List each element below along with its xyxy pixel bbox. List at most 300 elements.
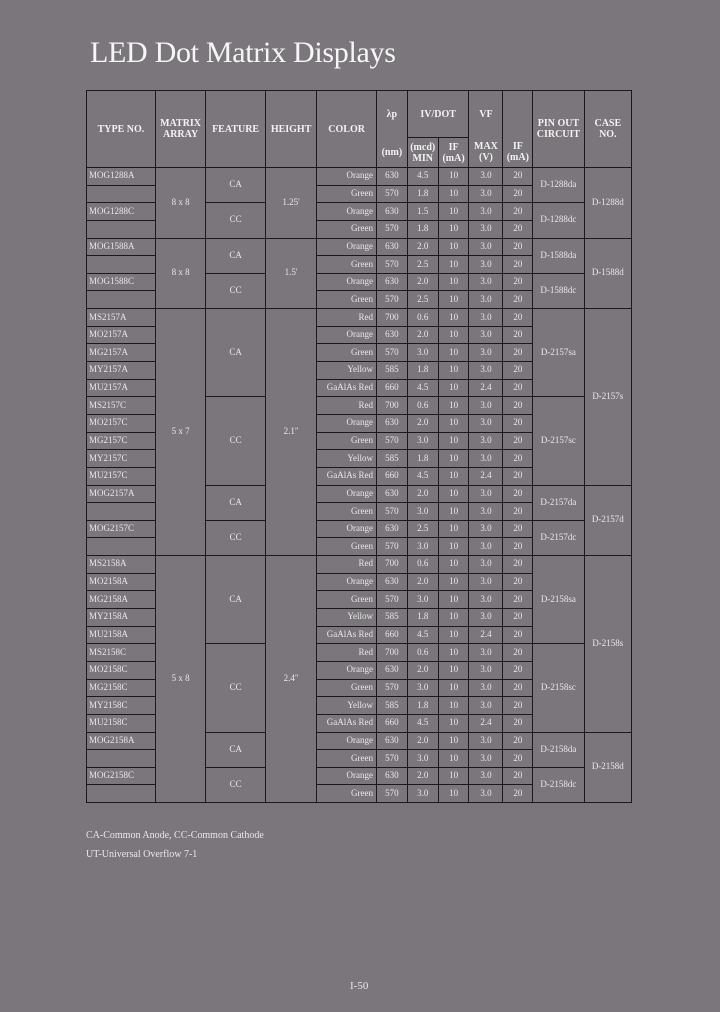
if-test-cell: 10 — [438, 256, 469, 274]
if-max-cell: 20 — [503, 679, 533, 697]
vf-max-cell: 3.0 — [469, 309, 503, 327]
header-vf: VF — [469, 91, 503, 138]
if-test-cell: 10 — [438, 785, 469, 803]
pin-out-circuit-cell: D-2157sc — [533, 397, 584, 485]
iv-min-cell: 0.6 — [407, 644, 438, 662]
if-max-cell: 20 — [503, 344, 533, 362]
vf-max-cell: 3.0 — [469, 203, 503, 221]
iv-min-cell: 2.0 — [407, 273, 438, 291]
iv-min-cell: 4.5 — [407, 467, 438, 485]
header-if-upper — [503, 91, 533, 138]
vf-max-cell: 2.4 — [469, 626, 503, 644]
vf-max-cell: 3.0 — [469, 344, 503, 362]
if-test-cell: 10 — [438, 485, 469, 503]
type-no-cell: MY2158C — [87, 697, 156, 715]
if-max-cell: 20 — [503, 767, 533, 785]
if-test-cell: 10 — [438, 220, 469, 238]
if-test-cell: 10 — [438, 679, 469, 697]
wavelength-cell: 700 — [376, 309, 407, 327]
feature-cell: CC — [206, 203, 266, 238]
case-no-cell: D-2158d — [584, 732, 631, 803]
if-max-cell: 20 — [503, 573, 533, 591]
wavelength-cell: 630 — [376, 273, 407, 291]
iv-min-cell: 2.5 — [407, 520, 438, 538]
header-type-no: TYPE NO. — [87, 91, 156, 168]
wavelength-cell: 570 — [376, 220, 407, 238]
feature-cell: CC — [206, 273, 266, 308]
type-no-cell — [87, 291, 156, 309]
type-no-cell: MU2158A — [87, 626, 156, 644]
if-max-cell: 20 — [503, 273, 533, 291]
vf-max-cell: 3.0 — [469, 238, 503, 256]
iv-min-cell: 2.0 — [407, 414, 438, 432]
header-height: HEIGHT — [265, 91, 316, 168]
header-pin-out-circuit: PIN OUT CIRCUIT — [533, 91, 584, 168]
iv-min-cell: 3.0 — [407, 679, 438, 697]
led-spec-table — [86, 90, 632, 803]
vf-max-cell: 3.0 — [469, 732, 503, 750]
iv-min-cell: 3.0 — [407, 503, 438, 521]
color-cell: Green — [317, 185, 377, 203]
if-max-cell: 20 — [503, 609, 533, 627]
if-max-cell: 20 — [503, 626, 533, 644]
if-max-cell: 20 — [503, 503, 533, 521]
footnote-universal-overflow: UT-Universal Overflow 7-1 — [86, 849, 198, 860]
iv-min-cell: 3.0 — [407, 591, 438, 609]
vf-max-cell: 3.0 — [469, 538, 503, 556]
height-cell: 1.25' — [265, 168, 316, 239]
wavelength-cell: 630 — [376, 203, 407, 221]
header-if-2-unit: (mA) — [506, 152, 529, 164]
case-no-cell: D-2157s — [584, 309, 631, 485]
vf-max-cell: 3.0 — [469, 432, 503, 450]
color-cell: Red — [317, 556, 377, 574]
type-no-cell: MOG2157A — [87, 485, 156, 503]
iv-min-cell: 2.5 — [407, 291, 438, 309]
feature-cell: CC — [206, 397, 266, 485]
color-cell: Green — [317, 503, 377, 521]
vf-max-cell: 2.4 — [469, 714, 503, 732]
header-feature: FEATURE — [206, 91, 266, 168]
case-no-cell: D-1588d — [584, 238, 631, 309]
height-cell: 2.1" — [265, 309, 316, 556]
case-no-cell: D-2157d — [584, 485, 631, 556]
vf-max-cell: 3.0 — [469, 661, 503, 679]
type-no-cell: MU2158C — [87, 714, 156, 732]
header-color: COLOR — [317, 91, 377, 168]
vf-max-cell: 3.0 — [469, 644, 503, 662]
type-no-cell: MOG2158C — [87, 767, 156, 785]
header-if-1-unit: (mA) — [442, 152, 465, 164]
feature-cell: CC — [206, 767, 266, 802]
color-cell: GaAlAs Red — [317, 467, 377, 485]
iv-min-cell: 3.0 — [407, 344, 438, 362]
wavelength-cell: 570 — [376, 750, 407, 768]
iv-min-cell: 1.8 — [407, 362, 438, 380]
if-max-cell: 20 — [503, 379, 533, 397]
header-min-label: MIN — [412, 152, 433, 164]
header-mcd: (mcd) — [410, 141, 436, 153]
color-cell: Green — [317, 432, 377, 450]
if-max-cell: 20 — [503, 697, 533, 715]
wavelength-cell: 630 — [376, 767, 407, 785]
type-no-cell: MS2157C — [87, 397, 156, 415]
height-cell: 2.4" — [265, 556, 316, 803]
iv-min-cell: 0.6 — [407, 397, 438, 415]
if-max-cell: 20 — [503, 591, 533, 609]
color-cell: Orange — [317, 203, 377, 221]
vf-max-cell: 3.0 — [469, 362, 503, 380]
vf-max-cell: 3.0 — [469, 256, 503, 274]
matrix-array-cell: 8 x 8 — [155, 238, 205, 309]
feature-cell: CA — [206, 168, 266, 203]
if-max-cell: 20 — [503, 785, 533, 803]
if-test-cell: 10 — [438, 414, 469, 432]
type-no-cell: MS2157A — [87, 309, 156, 327]
iv-min-cell: 3.0 — [407, 432, 438, 450]
if-max-cell: 20 — [503, 291, 533, 309]
iv-min-cell: 3.0 — [407, 538, 438, 556]
pin-out-circuit-cell: D-2157dc — [533, 520, 584, 555]
matrix-array-cell: 8 x 8 — [155, 168, 205, 239]
color-cell: GaAlAs Red — [317, 714, 377, 732]
feature-cell: CA — [206, 732, 266, 767]
header-iv-dot: IV/DOT — [407, 91, 469, 138]
color-cell: Green — [317, 220, 377, 238]
footnote-common-anode-cathode: CA-Common Anode, CC-Common Cathode — [86, 830, 264, 841]
type-no-cell: MOG1588C — [87, 273, 156, 291]
color-cell: Orange — [317, 238, 377, 256]
if-test-cell: 10 — [438, 573, 469, 591]
color-cell: Orange — [317, 661, 377, 679]
iv-min-cell: 1.8 — [407, 697, 438, 715]
type-no-cell: MY2157C — [87, 450, 156, 468]
header-if-2-label: IF — [512, 141, 523, 153]
vf-max-cell: 2.4 — [469, 467, 503, 485]
if-test-cell: 10 — [438, 344, 469, 362]
type-no-cell: MG2157A — [87, 344, 156, 362]
if-max-cell: 20 — [503, 220, 533, 238]
color-cell: Orange — [317, 520, 377, 538]
wavelength-cell: 660 — [376, 379, 407, 397]
wavelength-cell: 660 — [376, 626, 407, 644]
color-cell: Green — [317, 291, 377, 309]
if-test-cell: 10 — [438, 697, 469, 715]
if-test-cell: 10 — [438, 291, 469, 309]
wavelength-cell: 570 — [376, 291, 407, 309]
wavelength-cell: 570 — [376, 591, 407, 609]
spec-table-body — [87, 168, 632, 803]
iv-min-cell: 0.6 — [407, 309, 438, 327]
wavelength-cell: 630 — [376, 661, 407, 679]
color-cell: Orange — [317, 767, 377, 785]
iv-min-cell: 1.5 — [407, 203, 438, 221]
color-cell: Green — [317, 256, 377, 274]
vf-max-cell: 3.0 — [469, 556, 503, 574]
wavelength-cell: 700 — [376, 397, 407, 415]
iv-min-cell: 2.0 — [407, 238, 438, 256]
color-cell: Orange — [317, 485, 377, 503]
vf-max-cell: 3.0 — [469, 573, 503, 591]
if-test-cell: 10 — [438, 750, 469, 768]
type-no-cell: MO2157C — [87, 414, 156, 432]
if-test-cell: 10 — [438, 503, 469, 521]
wavelength-cell: 630 — [376, 573, 407, 591]
color-cell: Yellow — [317, 362, 377, 380]
header-if-1 — [438, 138, 469, 168]
wavelength-cell: 630 — [376, 168, 407, 186]
if-max-cell: 20 — [503, 644, 533, 662]
type-no-cell: MY2157A — [87, 362, 156, 380]
iv-min-cell: 2.0 — [407, 767, 438, 785]
iv-min-cell: 3.0 — [407, 785, 438, 803]
vf-max-cell: 3.0 — [469, 291, 503, 309]
header-min — [407, 138, 438, 168]
wavelength-cell: 630 — [376, 414, 407, 432]
if-max-cell: 20 — [503, 520, 533, 538]
iv-min-cell: 4.5 — [407, 379, 438, 397]
if-test-cell: 10 — [438, 203, 469, 221]
header-max-label: MAX — [474, 141, 498, 153]
if-max-cell: 20 — [503, 450, 533, 468]
matrix-array-cell: 5 x 7 — [155, 309, 205, 556]
vf-max-cell: 3.0 — [469, 591, 503, 609]
wavelength-cell: 585 — [376, 450, 407, 468]
vf-max-cell: 3.0 — [469, 767, 503, 785]
color-cell: Yellow — [317, 450, 377, 468]
iv-min-cell: 2.0 — [407, 573, 438, 591]
vf-max-cell: 3.0 — [469, 750, 503, 768]
if-test-cell: 10 — [438, 273, 469, 291]
if-test-cell: 10 — [438, 326, 469, 344]
color-cell: Green — [317, 538, 377, 556]
pin-out-circuit-cell: D-2157da — [533, 485, 584, 520]
if-max-cell: 20 — [503, 238, 533, 256]
feature-cell: CA — [206, 238, 266, 273]
if-max-cell: 20 — [503, 432, 533, 450]
if-test-cell: 10 — [438, 556, 469, 574]
vf-max-cell: 3.0 — [469, 785, 503, 803]
type-no-cell — [87, 538, 156, 556]
wavelength-cell: 585 — [376, 362, 407, 380]
color-cell: Red — [317, 397, 377, 415]
wavelength-cell: 660 — [376, 467, 407, 485]
header-nm: (nm) — [376, 138, 407, 168]
header-max — [469, 138, 503, 168]
type-no-cell: MS2158A — [87, 556, 156, 574]
if-max-cell: 20 — [503, 467, 533, 485]
pin-out-circuit-cell: D-1288da — [533, 168, 584, 203]
if-max-cell: 20 — [503, 714, 533, 732]
type-no-cell — [87, 750, 156, 768]
pin-out-circuit-cell: D-2158sc — [533, 644, 584, 732]
if-max-cell: 20 — [503, 732, 533, 750]
type-no-cell — [87, 785, 156, 803]
wavelength-cell: 630 — [376, 732, 407, 750]
case-no-cell: D-1288d — [584, 168, 631, 239]
pin-out-circuit-cell: D-1588da — [533, 238, 584, 273]
iv-min-cell: 1.8 — [407, 220, 438, 238]
color-cell: Green — [317, 344, 377, 362]
if-test-cell: 10 — [438, 362, 469, 380]
color-cell: Orange — [317, 573, 377, 591]
vf-max-cell: 3.0 — [469, 273, 503, 291]
wavelength-cell: 585 — [376, 697, 407, 715]
if-test-cell: 10 — [438, 168, 469, 186]
color-cell: GaAlAs Red — [317, 626, 377, 644]
color-cell: Green — [317, 785, 377, 803]
if-max-cell: 20 — [503, 256, 533, 274]
height-cell: 1.5' — [265, 238, 316, 309]
type-no-cell: MG2158C — [87, 679, 156, 697]
vf-max-cell: 3.0 — [469, 697, 503, 715]
color-cell: Yellow — [317, 697, 377, 715]
type-no-cell: MOG2157C — [87, 520, 156, 538]
if-test-cell: 10 — [438, 520, 469, 538]
wavelength-cell: 630 — [376, 485, 407, 503]
color-cell: Red — [317, 309, 377, 327]
color-cell: Yellow — [317, 609, 377, 627]
if-test-cell: 10 — [438, 432, 469, 450]
if-test-cell: 10 — [438, 661, 469, 679]
table-row — [87, 309, 632, 327]
color-cell: Red — [317, 644, 377, 662]
if-test-cell: 10 — [438, 732, 469, 750]
iv-min-cell: 3.0 — [407, 750, 438, 768]
pin-out-circuit-cell: D-2158da — [533, 732, 584, 767]
wavelength-cell: 660 — [376, 714, 407, 732]
color-cell: Green — [317, 750, 377, 768]
feature-cell: CA — [206, 485, 266, 520]
wavelength-cell: 570 — [376, 432, 407, 450]
if-test-cell: 10 — [438, 714, 469, 732]
type-no-cell: MOG1288C — [87, 203, 156, 221]
header-case-no: CASE NO. — [584, 91, 631, 168]
if-test-cell: 10 — [438, 450, 469, 468]
iv-min-cell: 1.8 — [407, 450, 438, 468]
if-max-cell: 20 — [503, 326, 533, 344]
iv-min-cell: 1.8 — [407, 185, 438, 203]
type-no-cell: MOG1288A — [87, 168, 156, 186]
if-max-cell: 20 — [503, 168, 533, 186]
if-max-cell: 20 — [503, 397, 533, 415]
iv-min-cell: 2.0 — [407, 732, 438, 750]
header-if-2 — [503, 138, 533, 168]
pin-out-circuit-cell: D-2158sa — [533, 556, 584, 644]
wavelength-cell: 570 — [376, 679, 407, 697]
if-max-cell: 20 — [503, 362, 533, 380]
vf-max-cell: 3.0 — [469, 220, 503, 238]
if-test-cell: 10 — [438, 644, 469, 662]
matrix-array-cell: 5 x 8 — [155, 556, 205, 803]
iv-min-cell: 2.5 — [407, 256, 438, 274]
pin-out-circuit-cell: D-2157sa — [533, 309, 584, 397]
feature-cell: CC — [206, 520, 266, 555]
vf-max-cell: 3.0 — [469, 414, 503, 432]
wavelength-cell: 700 — [376, 644, 407, 662]
if-max-cell: 20 — [503, 203, 533, 221]
type-no-cell: MG2157C — [87, 432, 156, 450]
type-no-cell: MU2157A — [87, 379, 156, 397]
type-no-cell — [87, 503, 156, 521]
header-if-1-label: IF — [448, 141, 459, 153]
wavelength-cell: 570 — [376, 344, 407, 362]
color-cell: Orange — [317, 326, 377, 344]
page-title: LED Dot Matrix Displays — [90, 36, 396, 69]
if-max-cell: 20 — [503, 750, 533, 768]
if-max-cell: 20 — [503, 556, 533, 574]
color-cell: Green — [317, 679, 377, 697]
if-max-cell: 20 — [503, 309, 533, 327]
if-test-cell: 10 — [438, 309, 469, 327]
vf-max-cell: 3.0 — [469, 450, 503, 468]
vf-max-cell: 3.0 — [469, 503, 503, 521]
table-row — [87, 168, 632, 186]
page-number: I-50 — [350, 980, 369, 992]
wavelength-cell: 630 — [376, 326, 407, 344]
color-cell: Orange — [317, 168, 377, 186]
header-v-unit: (V) — [479, 152, 493, 164]
if-max-cell: 20 — [503, 661, 533, 679]
wavelength-cell: 700 — [376, 556, 407, 574]
vf-max-cell: 3.0 — [469, 679, 503, 697]
color-cell: Orange — [317, 414, 377, 432]
iv-min-cell: 2.0 — [407, 661, 438, 679]
feature-cell: CA — [206, 556, 266, 644]
wavelength-cell: 570 — [376, 256, 407, 274]
iv-min-cell: 2.0 — [407, 326, 438, 344]
case-no-cell: D-2158s — [584, 556, 631, 732]
if-test-cell: 10 — [438, 185, 469, 203]
color-cell: Orange — [317, 732, 377, 750]
if-test-cell: 10 — [438, 626, 469, 644]
table-row — [87, 556, 632, 574]
table-row — [87, 238, 632, 256]
vf-max-cell: 3.0 — [469, 185, 503, 203]
type-no-cell: MG2158A — [87, 591, 156, 609]
iv-min-cell: 2.0 — [407, 485, 438, 503]
wavelength-cell: 585 — [376, 609, 407, 627]
type-no-cell — [87, 220, 156, 238]
header-matrix-array: MATRIX ARRAY — [155, 91, 205, 168]
pin-out-circuit-cell: D-1588dc — [533, 273, 584, 308]
vf-max-cell: 3.0 — [469, 397, 503, 415]
pin-out-circuit-cell: D-1288dc — [533, 203, 584, 238]
type-no-cell: MY2158A — [87, 609, 156, 627]
if-max-cell: 20 — [503, 538, 533, 556]
pin-out-circuit-cell: D-2158dc — [533, 767, 584, 802]
wavelength-cell: 570 — [376, 538, 407, 556]
wavelength-cell: 570 — [376, 785, 407, 803]
color-cell: Orange — [317, 273, 377, 291]
iv-min-cell: 4.5 — [407, 714, 438, 732]
if-test-cell: 10 — [438, 609, 469, 627]
type-no-cell: MO2158C — [87, 661, 156, 679]
if-max-cell: 20 — [503, 414, 533, 432]
type-no-cell: MO2158A — [87, 573, 156, 591]
vf-max-cell: 3.0 — [469, 326, 503, 344]
if-test-cell: 10 — [438, 467, 469, 485]
type-no-cell: MOG2158A — [87, 732, 156, 750]
if-test-cell: 10 — [438, 767, 469, 785]
wavelength-cell: 630 — [376, 520, 407, 538]
iv-min-cell: 0.6 — [407, 556, 438, 574]
type-no-cell: MOG1588A — [87, 238, 156, 256]
type-no-cell: MO2157A — [87, 326, 156, 344]
iv-min-cell: 4.5 — [407, 168, 438, 186]
if-max-cell: 20 — [503, 485, 533, 503]
feature-cell: CC — [206, 644, 266, 732]
